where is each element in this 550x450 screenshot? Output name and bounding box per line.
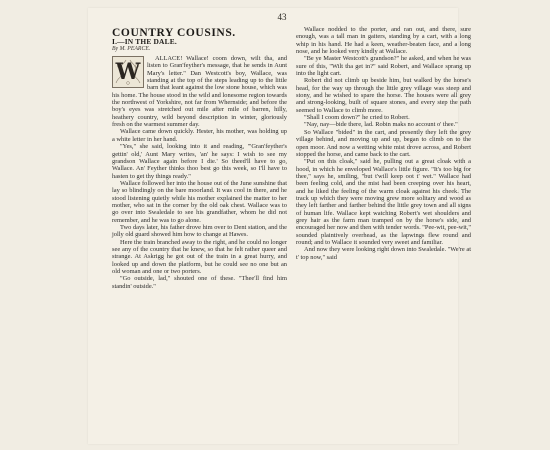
paragraph: Robert did not climb up beside him, but walked by the horse's head, for the way up through the little grey village was steep and stony, and he wished to spare the horse. The houses were all grey and strong-looking, built of square stones, and every step the path seemed to Wallace to climb more.: [296, 77, 471, 114]
paragraph: "Go outside, lad," shouted one of these. "Thee'll find him standin' outside.": [112, 275, 287, 290]
byline: By M. PEARCE.: [112, 45, 151, 52]
page-number: 43: [277, 12, 287, 22]
illuminated-initial: [112, 56, 144, 88]
paragraph: ALLACE! Wallace! coom down, wilt tha, and listen to Gran'feyther's message, that he sends in Aunt Mary's letter." Dan Westcott's boy, Wallace, was standing at the top of the steps leading up to the little barn that leant against the low stone house, which was his home. The house stood in the wild and lonesome region towards the northwest of Yorkshire, not far from Whernside; and before the boy's eyes was stretched out mile after mile of barren, hilly, heathery country, wild beyond description in winter, gloriously fresh on the warmest summer day.: [112, 55, 287, 129]
paragraph: "Be ye Master Westcott's grandson?" he asked, and when he was sure of this, "Wilt tha get in?" said Robert, and Wallace sprang up into the light cart.: [296, 55, 471, 78]
paragraph: "Shall I coom down?" he cried to Robert.: [304, 114, 410, 122]
paragraph: "Put on this cloak," said he, pulling out a great cloak with a hood, in which he enveloped Wallace's little figure. "It's too big for thee," says he, smiling, "but t'will keep oot t' wet." Wallace had been feeling cold, and the mist had been creeping over his heart, and he liked the feeling of the warm cloak against his cheek. The track up which they were moving grew more solitary and wood as they left farther and farther behind the little grey town and all signs of human life. Wallace kept watching Robert's wet shoulders and grey hair as the farm man tramped on by the horse's side, and encouraged her now and then with tender words. "Pee-wit, pee-wit," sounded plaintively overhead, as the lapwings flew round and round; and to Wallace it sounded very sweet and familiar.: [296, 158, 471, 246]
paragraph: Wallace nodded to the porter, and ran out, and there, sure enough, was a tall man in gaiters, standing by a cart, with a long whip in his hand. He had a keen, weather-beaten face, and a long nose, and he looked very kindly at Wallace.: [296, 26, 471, 56]
paragraph: Two days later, his father drove him over to Dent station, and the jolly old guard showed him how to change at Hawes.: [112, 223, 287, 239]
paragraph: "Yes," she said, looking into it and reading, "'Gran'feyther's gettin' old,' Aunt Mary writes, 'an' he says: I wish to see my grandson Wallace again before I die.' So theed'll have to go, Wallace. An' Feyther thinks thoo best go this week, so I'll have to hasten to get thy things ready.": [112, 143, 287, 180]
paragraph: So Wallace "bided" in the cart, and presently they left the grey village behind, and moving up and up, began to climb on to the open moor. And now a wetting white mist drove across, and Robert stopped the horse, and came back to the cart.: [296, 128, 471, 158]
paragraph: Wallace came down quickly. Hester, his mother, was holding up a white letter in her hand.: [112, 128, 287, 143]
paragraph: "Nay, nay—bide there, lad. Robin maks no account o' thee.": [304, 121, 458, 129]
article-title: COUNTRY COUSINS.: [112, 27, 236, 39]
drop-cap-letter: W: [115, 59, 141, 86]
paragraph: And now they were looking right down into Swaledale. "We're at t' top now," said: [296, 246, 471, 261]
right-column: [296, 26, 471, 261]
paragraph: Wallace followed her into the house out of the June sunshine that lay so blindingly on the bare moorland. It was cool in there, and he stood listening quietly while his mother explained the matter to her mother, who sat in the corner by the old oak chest. Wallace was to go over into Swaledale to see his grandfather, whom he did not remember, and he was to go alone.: [112, 179, 287, 224]
chapter-heading: I.—IN THE DALE.: [112, 37, 177, 47]
paragraph: Here the train branched away to the right, and he could no longer see any of the country that he knew, so that he felt rather queer and strange. At Askrigg he got out of the train in a great hurry, and looked up and down the platform, but he could see no one but an old woman and one or two porters.: [112, 238, 287, 275]
left-column: [112, 27, 287, 290]
